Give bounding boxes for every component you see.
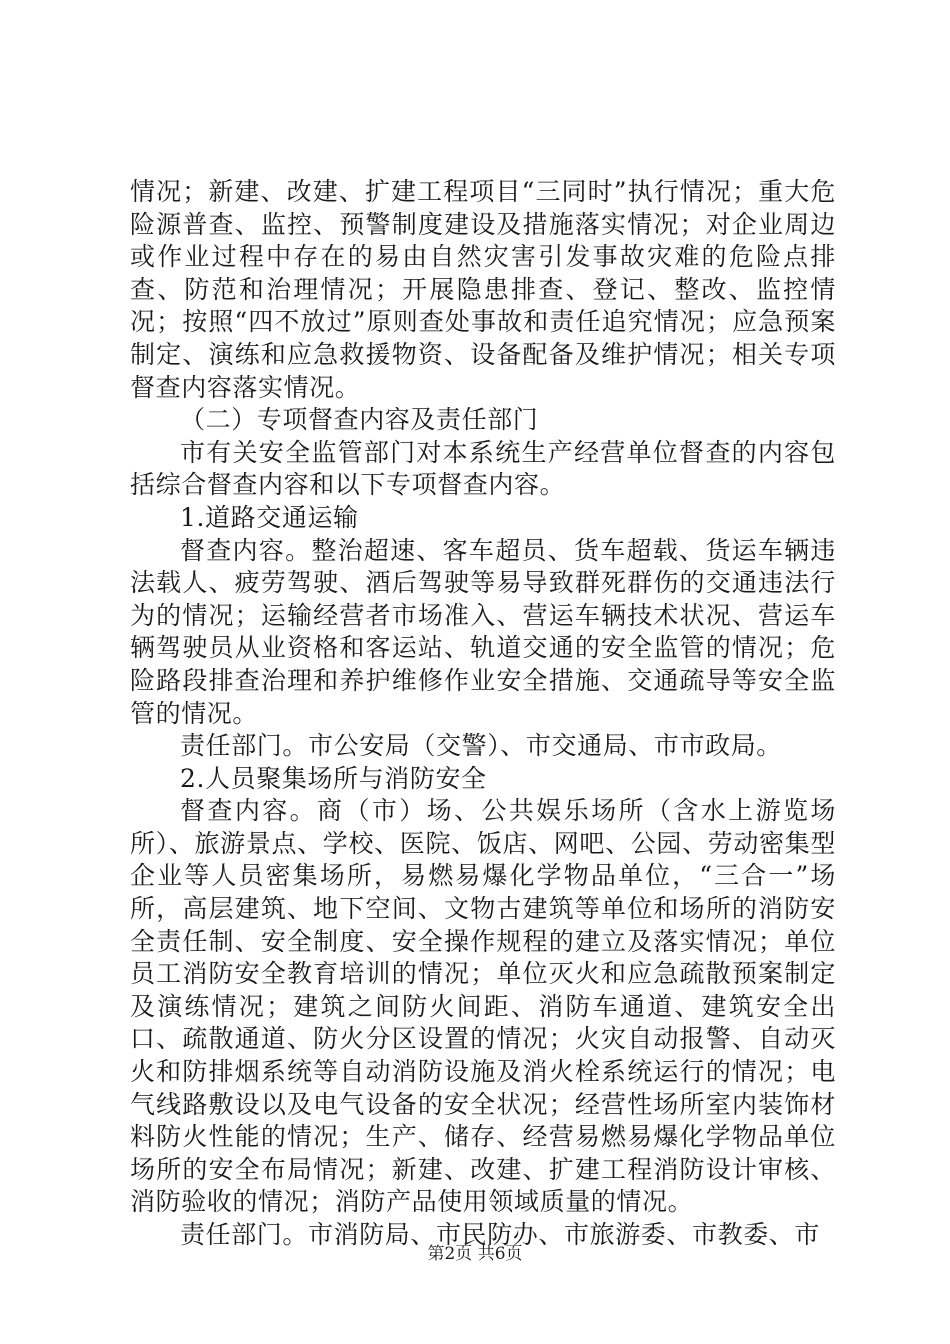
paragraph-road-traffic-content: 督查内容。整治超速、客车超员、货车超载、货运车辆违法载人、疲劳驾驶、酒后驾驶等易导致群死群伤的交通违法行为的情况；运输经营者市场准入、营运车辆技术状况、营运车辆驾驶员从业资格和客运站、轨道交通的安全监管的情况；危险路段排查治理和养护维修作业安全措施、交通疏导等安全监管的情况。 [130, 535, 836, 728]
subheading-crowded-places-fire-safety: 2.人员聚集场所与消防安全 [180, 763, 487, 793]
paragraph-continuation: 情况；新建、改建、扩建工程项目“三同时”执行情况；重大危险源普查、监控、预警制度建设及措施落实情况；对企业周边或作业过程中存在的易由自然灾害引发事故灾难的危险点排查、防范和治理情况；开展隐患排查、登记、整改、监控情况；按照“四不放过”原则查处事故和责任追究情况；应急预案制定、演练和应急救援物资、设备配备及维护情况；相关专项督查内容落实情况。 [130, 177, 836, 402]
section-heading-special-inspection: （二）专项督查内容及责任部门 [180, 405, 539, 435]
paragraph-road-traffic-departments: 责任部门。市公安局（交警）、市交通局、市市政局。 [180, 731, 782, 761]
paragraph-fire-safety-content: 督查内容。商（市）场、公共娱乐场所（含水上游览场所）、旅游景点、学校、医院、饭店、网吧、公园、劳动密集型企业等人员密集场所，易燃易爆化学物品单位，“三合一”场所，高层建筑、地下空间、文物古建筑等单位和场所的消防安全责任制、安全制度、安全操作规程的建立及落实情况；单位员工消防安全教育培训的情况；单位灭火和应急疏散预案制定及演练情况；建筑之间防火间距、消防车通道、建筑安全出口、疏散通道、防火分区设置的情况；火灾自动报警、自动灭火和防排烟系统等自动消防设施及消火栓系统运行的情况；电气线路敷设以及电气设备的安全状况；经营性场所室内装饰材料防火性能的情况；生产、储存、经营易燃易爆化学物品单位场所的安全布局情况；新建、改建、扩建工程消防设计审核、消防验收的情况；消防产品使用领域质量的情况。 [130, 796, 836, 1217]
paragraph-fire-safety-departments: 责任部门。市消防局、市民防办、市旅游委、市教委、市 [180, 1220, 821, 1249]
page-footer: 第2页 共6页 [427, 1244, 523, 1264]
subheading-road-traffic: 1.道路交通运输 [180, 502, 359, 532]
document-body [130, 176, 836, 1252]
paragraph-inspection-scope: 市有关安全监管部门对本系统生产经营单位督查的内容包括综合督查内容和以下专项督查内容。 [130, 437, 836, 500]
